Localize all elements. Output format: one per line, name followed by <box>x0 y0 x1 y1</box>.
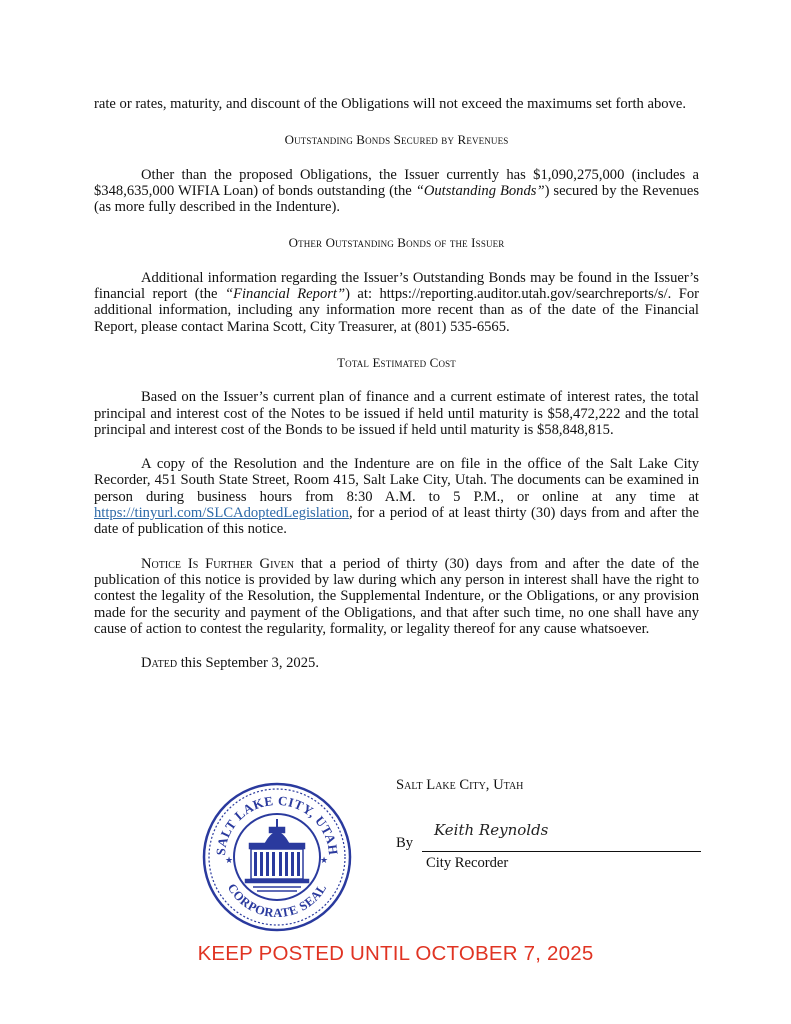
heading-text: Other Outstanding Bonds of the Issuer <box>288 235 505 251</box>
text-run: that a period of thirty (30) days from and after the date of the publication of this notice is provided by law during which any person in interest shall have the right to contest the legality of the Resolution, the Supplemental Indenture, or the Obligations, or any provision made for the security and payment of the Obligations, and that after such time, no one shall have any cause of action to contest the regularity, formality, or legality thereof for any cause whatsoever. <box>94 555 699 637</box>
text-run: Other than the proposed Obligations, the Issuer currently has $1,090,275,000 (includes a $348,635,000 WIFIA Loan) of bonds outstanding (the <box>94 166 699 199</box>
seal-graphic <box>201 781 353 933</box>
outstanding-bonds-paragraph <box>94 167 699 216</box>
heading-text: Outstanding Bonds Secured by Revenues <box>284 132 509 148</box>
defined-term: “Financial Report” <box>224 286 346 303</box>
capitol-building-icon <box>245 819 309 891</box>
signature-rule <box>422 851 701 852</box>
entity-name: Salt Lake City, Utah <box>396 777 524 793</box>
text-run: A copy of the Resolution and the Indenture are on file in the office of the Salt Lake City Recorder, 451 South State Street, Room 415, Salt Lake City, Utah. The documents can be examined in person during business hours from 8:30 A.M. to 5 P.M., or online at any time at <box>94 456 699 505</box>
keep-posted-notice: KEEP POSTED UNTIL OCTOBER 7, 2025 <box>197 942 594 965</box>
seal-top-text: SALT LAKE CITY, UTAH <box>212 792 342 857</box>
seal-bottom-text: CORPORATE SEAL <box>224 881 330 921</box>
text-run: ) secured by the Revenues (as more fully described in the Indenture). <box>94 182 700 216</box>
signature-line <box>396 821 701 853</box>
intro-paragraph: rate or rates, maturity, and discount of the Obligations will not exceed the maximums set forth above. <box>94 96 686 112</box>
documents-on-file-paragraph <box>94 456 699 537</box>
notice-document <box>94 96 699 671</box>
section-heading-other-bonds <box>94 235 699 251</box>
signature-block <box>396 777 701 872</box>
defined-term: “Outstanding Bonds” <box>415 182 545 199</box>
text-run: ) at: https://reporting.auditor.utah.gov/searchreports/s/. For additional information, including any information more recent than as of the date of the Financial Report, please contact Marina Scott, City Treasurer, at (801) 535-6565. <box>94 286 700 335</box>
legislation-link[interactable]: https://tinyurl.com/SLCAdoptedLegislation <box>94 505 349 522</box>
total-cost-paragraph: Based on the Issuer’s current plan of finance and a current estimate of interest rates, the total principal and interest cost of the Notes to be issued if held until maturity is $58,472,222 and the total principal and interest cost of the Bonds to be issued if held until maturity is $58,848,815. <box>94 389 699 438</box>
section-heading-outstanding-bonds <box>94 132 699 148</box>
by-label: By <box>396 835 414 852</box>
financial-report-paragraph <box>94 270 699 335</box>
notice-paragraph <box>94 556 699 637</box>
seal-star-right: ★ <box>320 855 329 865</box>
svg-text:Keith Reynolds: Keith Reynolds <box>434 821 549 840</box>
handwritten-signature <box>432 811 552 847</box>
heading-text: Total Estimated Cost <box>337 354 456 370</box>
text-run: Additional information regarding the Issuer’s Outstanding Bonds may be found in the Issuer’s financial report (the <box>94 269 699 303</box>
corporate-seal <box>201 781 353 933</box>
text-run: this September 3, 2025. <box>177 655 319 672</box>
dated-line <box>94 655 699 671</box>
seal-star-left: ★ <box>225 855 234 865</box>
dated-lead: Dated <box>141 655 178 672</box>
text-run: , for a period of at least thirty (30) days from and after the date of publication of this notice. <box>94 505 699 538</box>
signer-role: City Recorder <box>426 855 509 872</box>
notice-lead: Notice Is Further Given <box>141 555 294 572</box>
section-heading-total-cost <box>94 355 699 371</box>
